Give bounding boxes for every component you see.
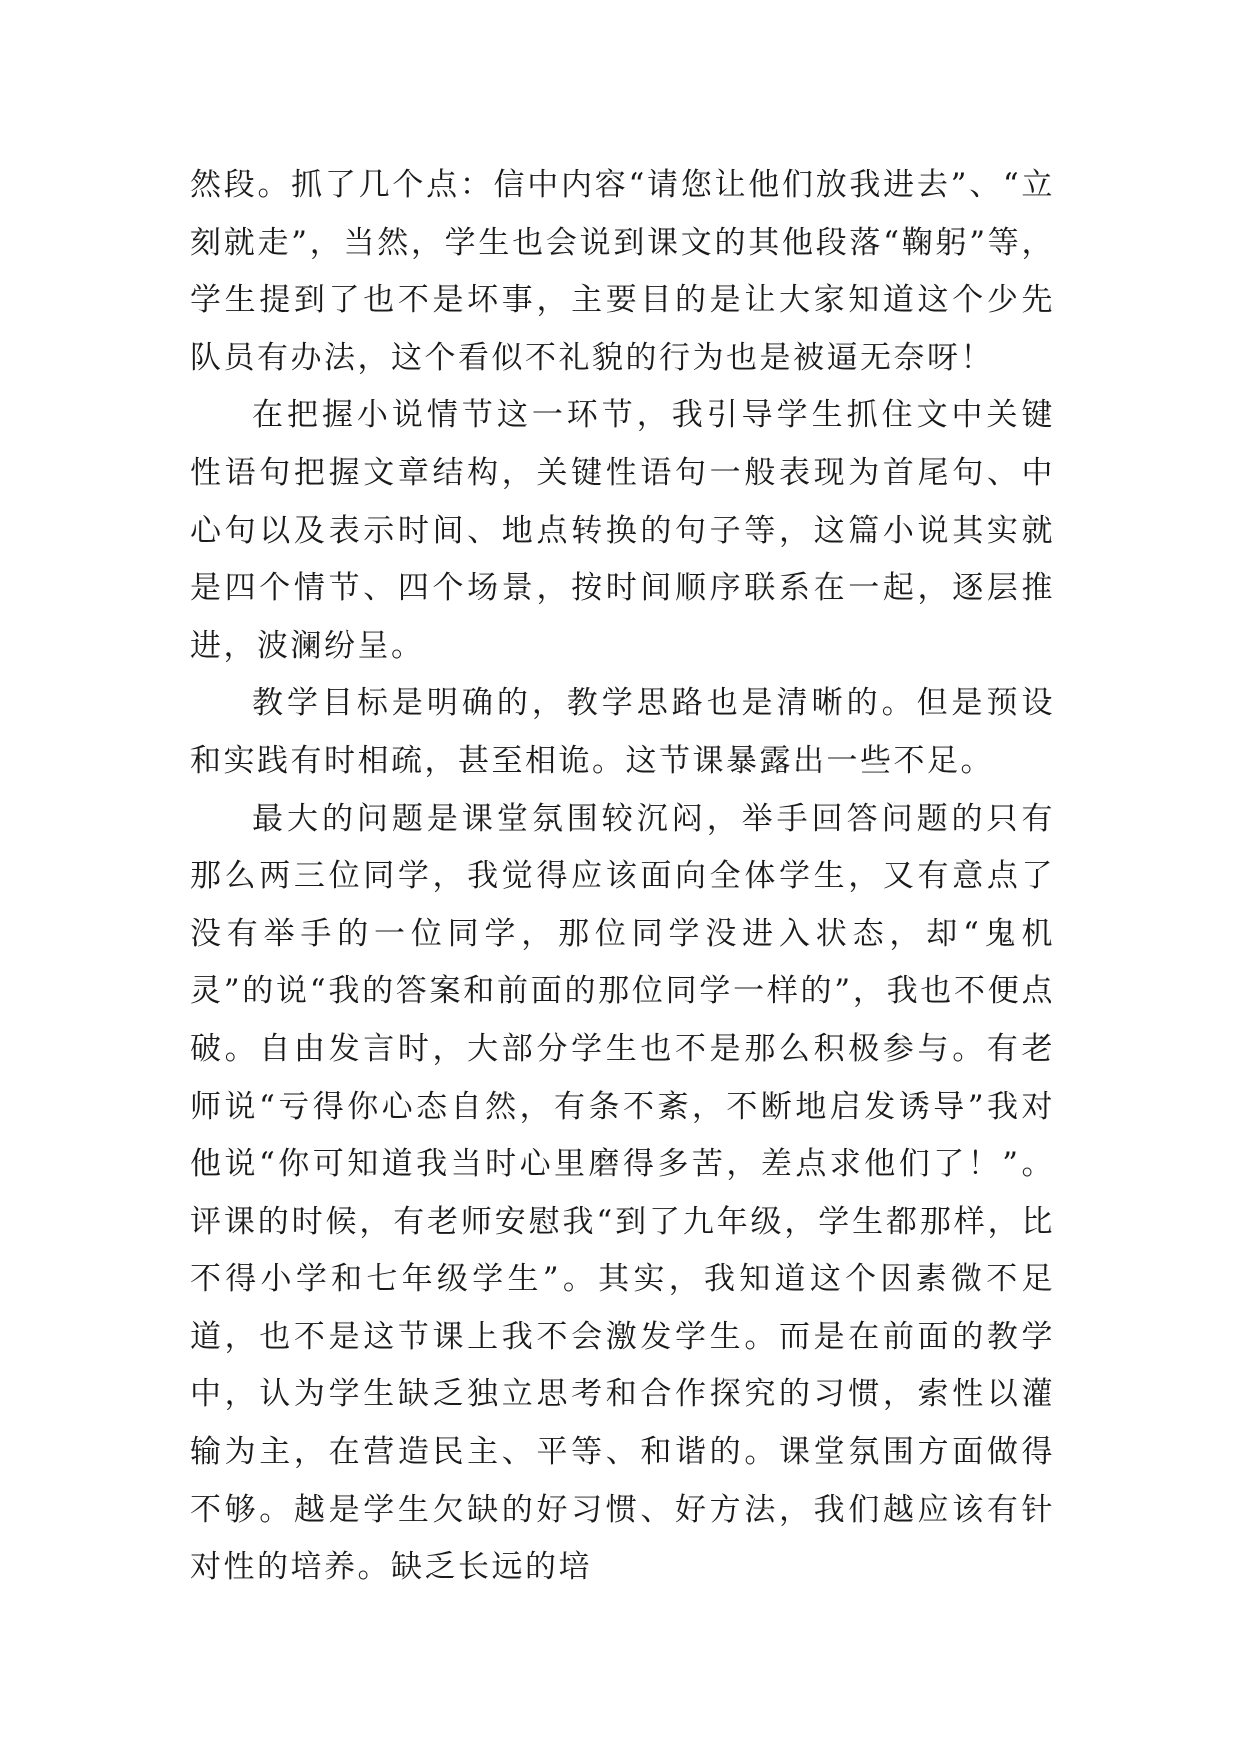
body-text bbox=[190, 157, 1055, 1597]
paragraph-plot: 在把握小说情节这一环节，我引导学生抓住文中关键性语句把握文章结构，关键性语句一般表现为首尾句、中心句以及表示时间、地点转换的句子等，这篇小说其实就是四个情节、四个场景，按时间顺序联系在一起，逐层推进，波澜纷呈。 bbox=[190, 397, 1055, 664]
paragraph-problems: 最大的问题是课堂氛围较沉闷，举手回答问题的只有那么两三位同学，我觉得应该面向全体学生，又有意点了没有举手的一位同学，那位同学没进入状态，却“鬼机灵”的说“我的答案和前面的那位同学一样的”，我也不便点破。自由发言时，大部分学生也不是那么积极参与。有老师说“亏得你心态自然，有条不紊，不断地启发诱导”我对他说“你可知道我当时心里磨得多苦，差点求他们了！”。评课的时候，有老师安慰我“到了九年级，学生都那样，比不得小学和七年级学生”。其实，我知道这个因素微不足道，也不是这节课上我不会激发学生。而是在前面的教学中，认为学生缺乏独立思考和合作探究的习惯，索性以灌输为主，在营造民主、平等、和谐的。课堂氛围方面做得不够。越是学生欠缺的好习惯、好方法，我们越应该有针对性的培养。缺乏长远的培 bbox=[190, 800, 1055, 1586]
paragraph-continuation: 然段。抓了几个点：信中内容“请您让他们放我进去”、“立刻就走”，当然，学生也会说到课文的其他段落“鞠躬”等，学生提到了也不是坏事，主要目的是让大家知道这个少先队员有办法，这个看似不礼貌的行为也是被逼无奈呀！ bbox=[190, 167, 1055, 376]
paragraph-goals: 教学目标是明确的，教学思路也是清晰的。但是预设和实践有时相疏，甚至相诡。这节课暴露出一些不足。 bbox=[190, 685, 1055, 779]
